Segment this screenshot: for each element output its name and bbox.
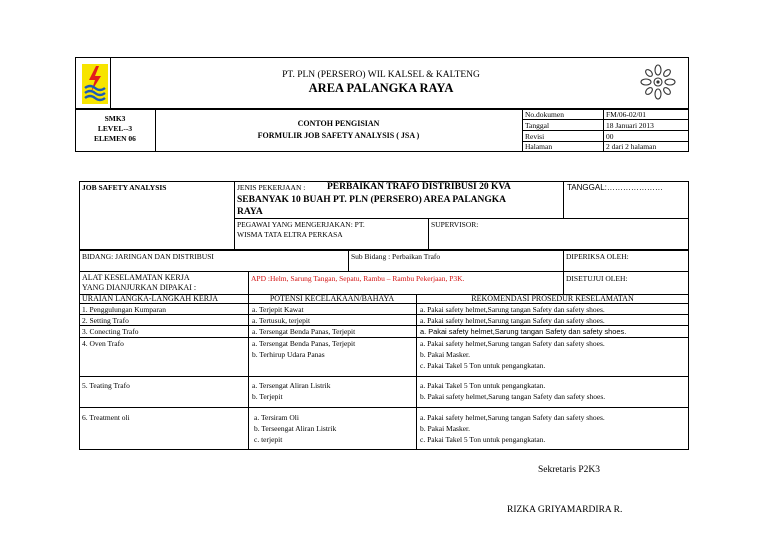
k3-emblem-icon <box>636 60 680 104</box>
doc-date-value: 18 Januari 2013 <box>606 121 654 130</box>
jenis-value-2: SEBANYAK 10 BUAH PT. PLN (PERSERO) AREA PALANGKA <box>237 195 507 205</box>
step-1: 1. Penggulungan Kumparan <box>82 305 166 314</box>
rec-2a: a. Pakai safety helmet,Sarung tangan Safety dan safety shoes. <box>420 316 605 325</box>
hazard-5a: a. Tersengat Aliran Listrik <box>252 381 331 390</box>
disetujui-label: DISETUJUI OLEH: <box>566 274 628 283</box>
sub-bidang-label: Sub Bidang : Perbaikan Trafo <box>351 252 441 261</box>
jenis-value-1: PERBAIKAN TRAFO DISTRIBUSI 20 KVA <box>327 182 511 192</box>
diperiksa-label: DIPERIKSA OLEH: <box>566 252 629 261</box>
doc-no-label: No.dokumen <box>525 110 564 119</box>
hazard-5b: b. Terjepit <box>252 392 283 401</box>
hazard-3a: a. Tersengat Benda Panas, Terjepit <box>252 327 356 336</box>
company-name: PT. PLN (PERSERO) WIL KALSEL & KALTENG <box>282 70 480 80</box>
smk3-label: SMK3 <box>104 114 126 123</box>
jsa-title: JOB SAFETY ANALYSIS <box>82 183 167 192</box>
step-5: 5. Teating Trafo <box>82 381 130 390</box>
apd-text: APD :Helm, Sarung Tangan, Sepatu, Rambu – Rambu Pekerjaan, P3K. <box>251 274 465 283</box>
doc-rev-label: Revisi <box>525 132 545 141</box>
rec-4c: c. Pakai Takel 5 Ton untuk pengangkatan. <box>420 361 546 370</box>
alat-line-1: ALAT KESELAMATAN KERJA <box>82 273 190 282</box>
rec-6b: b. Pakai Masker. <box>420 424 470 433</box>
supervisor-label: SUPERVISOR: <box>431 220 479 229</box>
step-3: 3. Conecting Trafo <box>82 327 139 336</box>
hazard-4b: b. Terhirup Udara Panas <box>252 350 325 359</box>
pegawai-line-1: PEGAWAI YANG MENGERJAKAN: PT. <box>237 220 365 229</box>
rec-5a: a. Pakai Takel 5 Ton untuk pengangkatan. <box>420 381 546 390</box>
step-2: 2. Setting Trafo <box>82 316 129 325</box>
rec-4a: a. Pakai safety helmet,Sarung tangan Safety dan safety shoes. <box>420 339 605 348</box>
doc-date-label: Tanggal <box>525 121 550 130</box>
signature-name: RIZKA GRIYAMARDIRA R. <box>507 505 623 515</box>
hazard-1a: a. Terjepit Kawat <box>252 305 304 314</box>
rec-1a: a. Pakai safety helmet,Sarung tangan Safety dan safety shoes. <box>420 305 605 314</box>
rec-4b: b. Pakai Masker. <box>420 350 470 359</box>
rec-6a: a. Pakai safety helmet,Sarung tangan Safety dan safety shoes. <box>420 413 605 422</box>
doc-page-label: Halaman <box>525 142 553 151</box>
doc-page-value: 2 dari 2 halaman <box>606 142 657 151</box>
step-4: 4. Oven Trafo <box>82 339 124 348</box>
bidang-label: BIDANG: JARINGAN DAN DISTRIBUSI <box>82 252 214 261</box>
tanggal-label: TANGGAL:………………… <box>567 183 663 192</box>
form-title-1: CONTOH PENGISIAN <box>297 119 380 128</box>
alat-line-2: YANG DIANJURKAN DIPAKAI : <box>82 283 197 292</box>
step-6: 6. Treatment oli <box>82 413 130 422</box>
pegawai-line-2: WISMA TATA ELTRA PERKASA <box>237 230 343 239</box>
level-label: LEVEL--3 <box>97 124 133 133</box>
doc-rev-value: 00 <box>606 132 614 141</box>
rec-6c: c. Pakai Takel 5 Ton untuk pengangkatan. <box>420 435 546 444</box>
jenis-label: JENIS PEKERJAAN : <box>237 183 306 192</box>
jenis-value-3: RAYA <box>237 207 263 217</box>
form-title-2: FORMULIR JOB SAFETY ANALYSIS ( JSA ) <box>257 131 420 140</box>
col-header-recs: REKOMENDASI PROSEDUR KESELAMATAN <box>471 294 634 303</box>
elemen-label: ELEMEN 06 <box>94 134 136 143</box>
area-name: AREA PALANGKA RAYA <box>308 81 454 95</box>
doc-no-value: FM/06-02/01 <box>606 110 647 119</box>
col-header-hazards: POTENSI KECELAKAAN/BAHAYA <box>269 294 395 303</box>
signature-role: Sekretaris P2K3 <box>538 465 601 475</box>
hazard-2a: a. Tertusuk, terjepit <box>252 316 311 325</box>
rec-3a: a. Pakai safety helmet,Sarung tangan Safety dan safety shoes. <box>420 327 627 336</box>
hazard-4a: a. Tersengat Benda Panas, Terjepit <box>252 339 356 348</box>
hazard-6c: c. terjepit <box>254 435 283 444</box>
hazard-6a: a. Tersiram Oli <box>254 413 299 422</box>
pln-logo <box>80 62 110 106</box>
rec-5b: b. Pakai safety helmet,Sarung tangan Safety dan safety shoes. <box>420 392 606 401</box>
hazard-6b: b. Terseengat Aliran Listrik <box>254 424 337 433</box>
col-header-steps: URAIAN LANGKA-LANGKAH KERJA <box>82 294 218 303</box>
